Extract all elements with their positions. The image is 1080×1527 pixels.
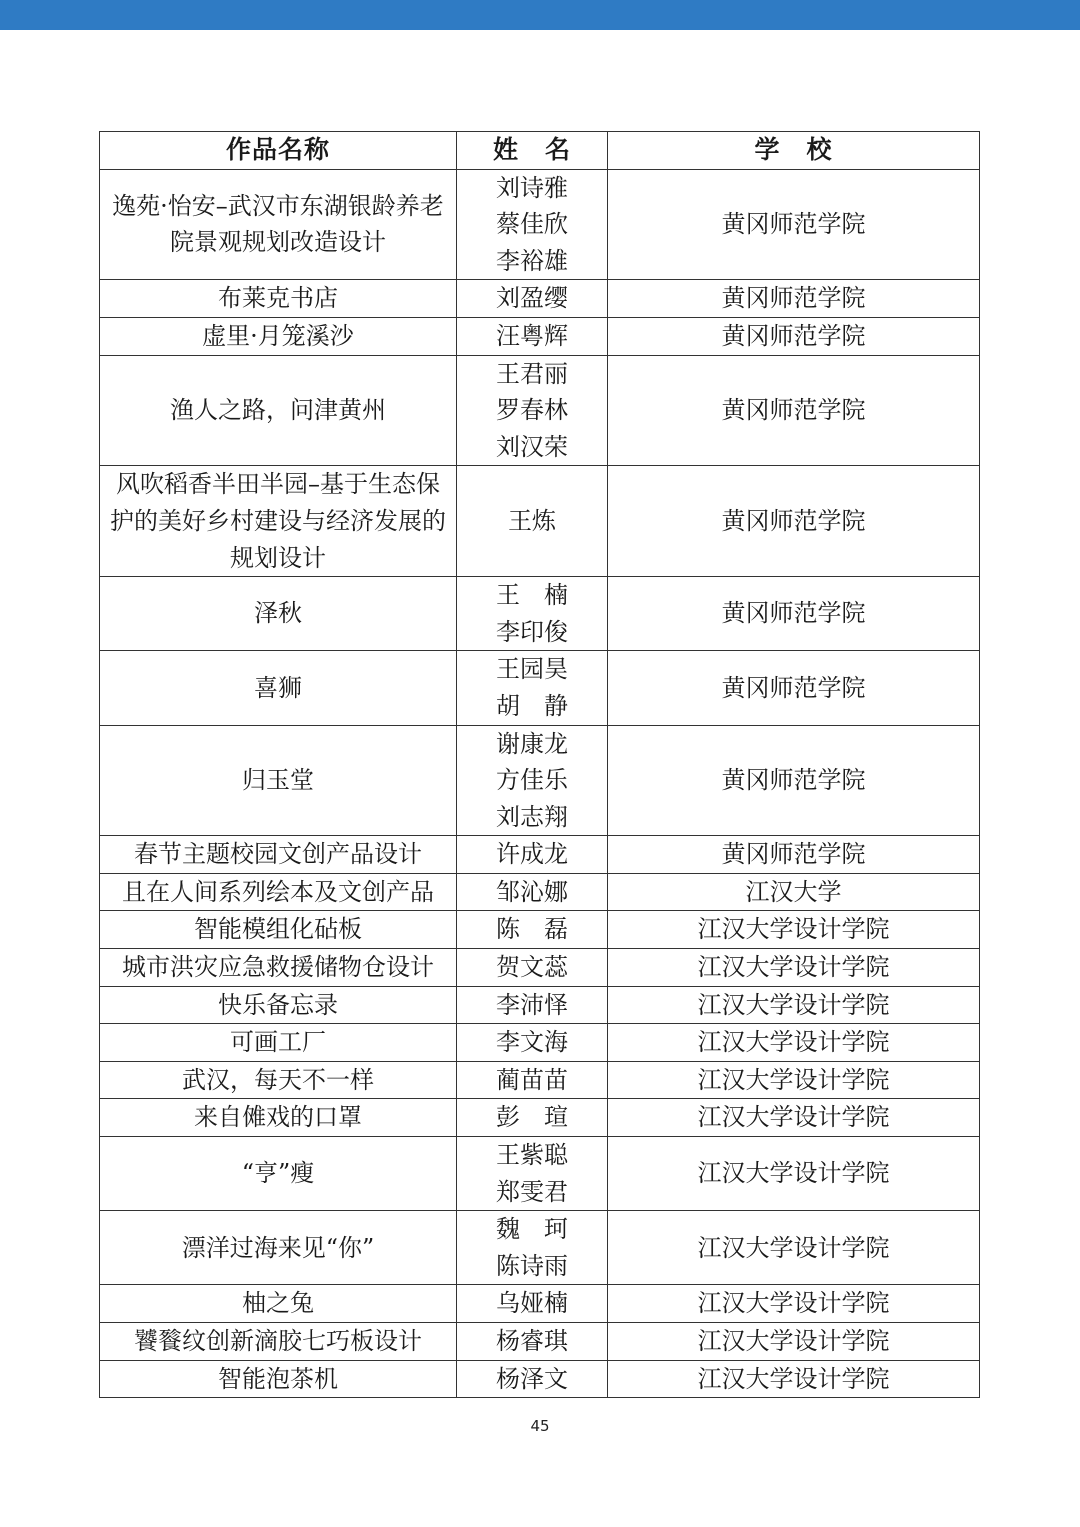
header-work-title: 作品名称 bbox=[100, 132, 457, 170]
school-cell: 江汉大学设计学院 bbox=[608, 986, 980, 1024]
work-title-cell: 且在人间系列绘本及文创产品 bbox=[100, 873, 457, 911]
author-names-cell bbox=[457, 725, 608, 836]
author-name: 乌娅楠 bbox=[496, 1289, 568, 1318]
author-names-cell bbox=[457, 169, 608, 280]
work-title-cell: 喜狮 bbox=[100, 651, 457, 725]
author-names-cell bbox=[457, 1323, 608, 1361]
school-cell: 江汉大学设计学院 bbox=[608, 1099, 980, 1137]
table-row bbox=[100, 725, 980, 836]
table-row bbox=[100, 1024, 980, 1062]
school-cell: 江汉大学设计学院 bbox=[608, 1211, 980, 1285]
author-name: 李印俊 bbox=[496, 617, 568, 646]
author-name: 彭 瑄 bbox=[496, 1103, 568, 1132]
table-row bbox=[100, 355, 980, 466]
author-name: 王园昊 bbox=[496, 655, 568, 684]
author-names-cell bbox=[457, 1099, 608, 1137]
author-name: 蔡佳欣 bbox=[496, 210, 568, 239]
table-row bbox=[100, 1285, 980, 1323]
table-row bbox=[100, 1099, 980, 1137]
work-title-cell: 武汉，每天不一样 bbox=[100, 1061, 457, 1099]
school-cell: 江汉大学设计学院 bbox=[608, 911, 980, 949]
author-name: 刘盈缨 bbox=[496, 284, 568, 313]
table-body bbox=[100, 169, 980, 1398]
author-names-cell bbox=[457, 986, 608, 1024]
table-row bbox=[100, 169, 980, 280]
table-row bbox=[100, 1211, 980, 1285]
work-title-cell: 渔人之路，问津黄州 bbox=[100, 355, 457, 466]
author-names-cell bbox=[457, 317, 608, 355]
table-row bbox=[100, 836, 980, 874]
table-row bbox=[100, 986, 980, 1024]
school-cell: 黄冈师范学院 bbox=[608, 577, 980, 651]
author-name: 李裕雄 bbox=[496, 246, 568, 275]
work-title-cell: 饕餮纹创新滴胶七巧板设计 bbox=[100, 1323, 457, 1361]
table-row bbox=[100, 317, 980, 355]
author-name: 胡 静 bbox=[496, 691, 568, 720]
work-title-cell: 柚之兔 bbox=[100, 1285, 457, 1323]
work-title-cell: 智能模组化砧板 bbox=[100, 911, 457, 949]
author-names-cell bbox=[457, 1360, 608, 1398]
school-cell: 黄冈师范学院 bbox=[608, 355, 980, 466]
author-names-cell bbox=[457, 1024, 608, 1062]
table-header-row bbox=[100, 132, 980, 170]
school-cell: 江汉大学设计学院 bbox=[608, 1137, 980, 1211]
table-row bbox=[100, 873, 980, 911]
author-name: 王炼 bbox=[508, 506, 556, 535]
author-name: 魏 珂 bbox=[496, 1215, 568, 1244]
author-names-cell bbox=[457, 949, 608, 987]
table-row bbox=[100, 280, 980, 318]
school-cell: 江汉大学设计学院 bbox=[608, 949, 980, 987]
work-title-cell: 快乐备忘录 bbox=[100, 986, 457, 1024]
table-row bbox=[100, 651, 980, 725]
author-names-cell bbox=[457, 577, 608, 651]
work-title-cell: 可画工厂 bbox=[100, 1024, 457, 1062]
author-name: 郑雯君 bbox=[496, 1177, 568, 1206]
work-title-cell: 漂洋过海来见“你” bbox=[100, 1211, 457, 1285]
table-row bbox=[100, 1360, 980, 1398]
work-title-cell: 虚里·月笼溪沙 bbox=[100, 317, 457, 355]
author-names-cell bbox=[457, 1061, 608, 1099]
work-title-cell: “亨”瘦 bbox=[100, 1137, 457, 1211]
author-name: 罗春林 bbox=[496, 396, 568, 425]
table-row bbox=[100, 466, 980, 577]
school-cell: 黄冈师范学院 bbox=[608, 651, 980, 725]
header-school: 学 校 bbox=[608, 132, 980, 170]
author-name: 汪粤辉 bbox=[496, 321, 568, 350]
school-cell: 黄冈师范学院 bbox=[608, 725, 980, 836]
school-cell: 江汉大学 bbox=[608, 873, 980, 911]
author-name: 许成龙 bbox=[496, 840, 568, 869]
page-number: 45 bbox=[530, 1417, 550, 1435]
author-name: 谢康龙 bbox=[496, 729, 568, 758]
author-name: 刘诗雅 bbox=[496, 173, 568, 202]
table-row bbox=[100, 911, 980, 949]
work-title-cell: 城市洪灾应急救援储物仓设计 bbox=[100, 949, 457, 987]
table-row bbox=[100, 949, 980, 987]
author-name: 杨睿琪 bbox=[496, 1327, 568, 1355]
author-names-cell bbox=[457, 836, 608, 874]
author-names-cell bbox=[457, 280, 608, 318]
school-cell: 江汉大学设计学院 bbox=[608, 1061, 980, 1099]
author-name: 方佳乐 bbox=[496, 766, 568, 795]
author-name: 刘志翔 bbox=[496, 802, 568, 831]
school-cell: 江汉大学设计学院 bbox=[608, 1285, 980, 1323]
author-name: 李沛怿 bbox=[496, 990, 568, 1019]
author-names-cell bbox=[457, 911, 608, 949]
work-title-cell: 布莱克书店 bbox=[100, 280, 457, 318]
author-name: 蔺苗苗 bbox=[496, 1065, 568, 1094]
award-table bbox=[99, 131, 980, 1398]
author-names-cell bbox=[457, 1211, 608, 1285]
school-cell: 黄冈师范学院 bbox=[608, 466, 980, 577]
author-name: 王 楠 bbox=[496, 581, 568, 610]
author-name: 陈诗雨 bbox=[496, 1251, 568, 1280]
work-title-cell: 泽秋 bbox=[100, 577, 457, 651]
author-names-cell bbox=[457, 873, 608, 911]
school-cell: 黄冈师范学院 bbox=[608, 169, 980, 280]
author-names-cell bbox=[457, 1137, 608, 1211]
header-name: 姓 名 bbox=[457, 132, 608, 170]
author-names-cell bbox=[457, 651, 608, 725]
school-cell: 江汉大学设计学院 bbox=[608, 1024, 980, 1062]
school-cell: 黄冈师范学院 bbox=[608, 836, 980, 874]
school-cell: 黄冈师范学院 bbox=[608, 280, 980, 318]
author-name: 王紫聪 bbox=[496, 1141, 568, 1170]
author-names-cell bbox=[457, 355, 608, 466]
author-name: 贺文蕊 bbox=[496, 953, 568, 982]
work-title-cell: 智能泡茶机 bbox=[100, 1360, 457, 1398]
school-cell: 江汉大学设计学院 bbox=[608, 1323, 980, 1361]
author-name: 陈 磊 bbox=[496, 915, 568, 944]
school-cell: 江汉大学设计学院 bbox=[608, 1360, 980, 1398]
author-names-cell bbox=[457, 466, 608, 577]
work-title-cell: 春节主题校园文创产品设计 bbox=[100, 836, 457, 874]
table-row bbox=[100, 1323, 980, 1361]
school-cell: 黄冈师范学院 bbox=[608, 317, 980, 355]
work-title-cell: 归玉堂 bbox=[100, 725, 457, 836]
author-name: 邹沁娜 bbox=[496, 877, 568, 906]
author-name: 杨泽文 bbox=[496, 1364, 568, 1393]
author-name: 刘汉荣 bbox=[496, 432, 568, 461]
table-row bbox=[100, 1137, 980, 1211]
table-row bbox=[100, 577, 980, 651]
author-name: 王君丽 bbox=[496, 359, 568, 388]
top-banner-bar bbox=[0, 0, 1080, 30]
work-title-cell: 风吹稻香半田半园–基于生态保护的美好乡村建设与经济发展的规划设计 bbox=[100, 466, 457, 577]
table-row bbox=[100, 1061, 980, 1099]
author-name: 李文海 bbox=[496, 1028, 568, 1057]
work-title-cell: 逸苑·怡安–武汉市东湖银龄养老院景观规划改造设计 bbox=[100, 169, 457, 280]
work-title-cell: 来自傩戏的口罩 bbox=[100, 1099, 457, 1137]
author-names-cell bbox=[457, 1285, 608, 1323]
